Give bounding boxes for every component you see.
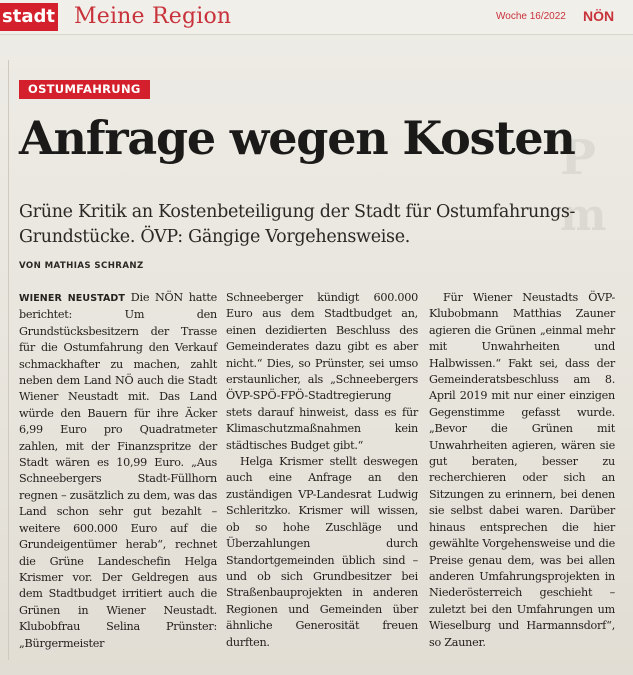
left-edge-rule: [8, 60, 9, 660]
column-3-text: Für Wiener Neustadts ÖVP-Klubobmann Matthias Zauner agieren die Grünen „einmal mehr mit Unwahrheiten und Halbwissen.“ Fakt sei, dass der Gemeinderatsbeschluss am 8. April 2019 mit nur einer einzigen Gegenstimme gefasst wurde. „Bevor die Grünen mit Unwahrheiten agieren, wären sie gut beraten, besser zu recherchieren oder sich an Sitzungen zu erinnern, bei denen sie selbst dabei waren. Darüber hinaus entsprechen die hier gewählte Vorgehensweise und die Preise genau dem, was bei allen anderen Umfahrungsprojekten in Niederösterreich geschieht – zuletzt bei den Umfahrungen um Wieselburg und Harmannsdorf“, so Zauner.: [429, 291, 615, 649]
bleed-through-decoration: P: [560, 130, 597, 186]
column-2-paragraph-1: Schneeberger kündigt 600.000 Euro aus dem Stadtbudget an, einen dezidierten Beschluss des Gemeinderates dazu gibt es aber nicht.“ Dies, so Prünster, sei umso erstaunlicher, als „Schneebergers ÖVP-SPÖ-FPÖ-Stadtregierung stets darauf hinweist, dass es für Klimaschutzmaßnahmen kein städtisches Budget gibt.“: [226, 291, 418, 452]
article-column-2: [226, 290, 418, 651]
column-2-paragraph-2: Helga Krismer stellt deswegen auch eine Anfrage an den zuständigen VP-Landesrat Ludwig Schleritzko. Krismer will wissen, ob so hohe Zuschläge und Überzahlungen durch Standortgemeinden üblich sind – und ob sich Grundbesitzer bei Straßenbauprojekten in anderen Regionen und Gemeinden über ähnliche Generosität freuen durften.: [226, 455, 418, 649]
section-tab: stadt: [0, 3, 58, 31]
article-headline: Anfrage wegen Kosten: [19, 111, 575, 165]
article-kicker: OSTUMFAHRUNG: [19, 80, 150, 99]
article-column-1: [19, 290, 217, 652]
article-column-3: [429, 290, 615, 651]
article-byline: VON MATHIAS SCHRANZ: [19, 261, 144, 271]
section-header: [0, 0, 633, 35]
issue-label: Woche 16/2022: [496, 11, 566, 22]
column-1-text: Die NÖN hatte berichtet: Um den Grundstücksbesitzern der Trasse für die Ostumfahrung den Verkauf schmackhafter zu machen, zahlt neben dem Land NÖ auch die Stadt Wiener Neustadt mit. Das Land würde den Bauern für ihre Äcker 6,99 Euro pro Quadratmeter zahlen, mit der Finanzspritze der Stadt wären es 10,99 Euro. „Aus Schneebergers Stadt-Füllhorn regnen – zusätzlich zu dem, was das Land schon sehr gut bezahlt – weitere 600.000 Euro auf die Grundeigentümer herab“, rechnet die Grüne Landeschefin Helga Krismer vor. Der Geldregen aus dem Stadtbudget irritiert auch die Grünen in Wiener Neustadt. Klubobfrau Selina Prünster: „Bürgermeister: [19, 291, 217, 650]
region-title: Meine Region: [74, 4, 232, 29]
article-dateline: WIENER NEUSTADT: [19, 293, 125, 304]
article-subhead: Grüne Kritik an Kostenbeteiligung der Stadt für Ostumfahrungs-Grundstücke. ÖVP: Gängige Vorgehensweise.: [19, 202, 576, 247]
brand-logo: NÖN: [583, 8, 615, 24]
bleed-through-decoration: m: [560, 190, 607, 241]
